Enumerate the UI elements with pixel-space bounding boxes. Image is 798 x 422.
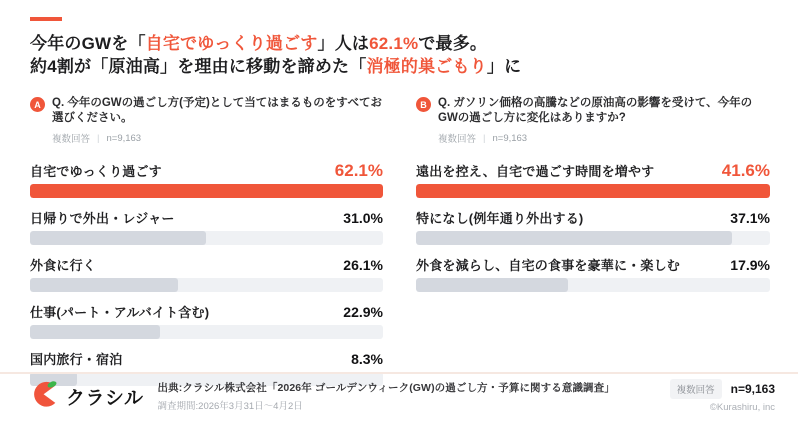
survey-period: 調査期間:2026年3月31日〜4月2日 — [157, 401, 303, 412]
bar-label: 遠出を控え、自宅で過ごす時間を増やす — [416, 164, 655, 179]
bar-row-head — [30, 162, 383, 180]
bar-fill — [416, 184, 770, 198]
title-text: 」に — [486, 56, 522, 76]
bar-row-head — [30, 210, 383, 227]
bar-row-head — [30, 351, 383, 368]
note-sample-size: n=9,163 — [106, 132, 142, 144]
bar-track — [416, 278, 770, 292]
bar-track — [30, 278, 383, 292]
note-sample-size: n=9,163 — [492, 132, 528, 144]
chart-section-a — [30, 96, 383, 398]
bar-row — [416, 210, 770, 245]
bar-row-head — [416, 210, 770, 227]
bar-fill — [30, 325, 160, 339]
multi-answer-badge: 複数回答 — [670, 379, 722, 399]
bar-chart-b — [416, 162, 770, 292]
bar-value: 31.0% — [343, 210, 383, 226]
bar-row-head — [416, 162, 770, 180]
bar-track — [30, 231, 383, 245]
kurashiru-logo-text: クラシル — [66, 387, 144, 409]
question-a — [30, 96, 383, 126]
bar-fill — [30, 278, 178, 292]
title-highlight: 消極的巣ごもり — [366, 56, 487, 76]
question-b — [416, 96, 770, 126]
source-info — [158, 380, 615, 412]
bar-value: 37.1% — [730, 210, 770, 226]
question-a-note — [52, 131, 383, 145]
bar-fill — [416, 231, 732, 245]
title-highlight-value: 62.1% — [369, 34, 419, 53]
bar-row-head — [30, 257, 383, 274]
title-text: で最多。 — [418, 34, 488, 53]
bar-value: 8.3% — [351, 351, 383, 367]
bar-track — [416, 184, 770, 198]
bar-row — [30, 162, 383, 198]
title-line-1 — [30, 33, 770, 56]
footer-right — [670, 379, 775, 413]
kurashiru-logo-icon — [30, 379, 60, 414]
accent-dash — [30, 17, 62, 21]
bar-row — [416, 162, 770, 198]
bar-fill — [416, 278, 568, 292]
question-a-text: Q. 今年のGWの過ごし方(予定)として当てはまるものをすべてお選びください。 — [52, 97, 383, 124]
bar-track — [30, 325, 383, 339]
title-text: 今年のGWを「 — [30, 34, 146, 53]
kurashiru-logo — [30, 379, 144, 414]
copyright: ©Kurashiru, inc — [709, 402, 775, 413]
bar-label: 自宅でゆっくり過ごす — [30, 164, 162, 179]
footer-sample-row — [670, 379, 775, 399]
bar-row-head — [416, 257, 770, 274]
bar-row — [30, 210, 383, 245]
bar-track — [416, 231, 770, 245]
bar-label: 外食に行く — [30, 258, 97, 273]
question-b-text: Q. ガソリン価格の高騰などの原油高の影響を受けて、今年のGWの過ごし方に変化はありますか? — [438, 97, 753, 124]
bar-value: 62.1% — [334, 161, 383, 180]
bar-label: 特になし(例年通り外出する) — [416, 211, 584, 226]
bar-row — [416, 257, 770, 292]
bar-value: 41.6% — [721, 161, 770, 180]
bar-row — [30, 257, 383, 292]
bar-label: 国内旅行・宿泊 — [30, 352, 123, 367]
title-highlight: 自宅でゆっくり過ごす — [145, 34, 318, 53]
bar-label: 仕事(パート・アルバイト含む) — [30, 305, 210, 320]
page-title — [30, 33, 770, 78]
note-separator: | — [483, 132, 486, 144]
charts-container — [30, 96, 770, 398]
bar-value: 22.9% — [343, 304, 383, 320]
bar-row-head — [30, 304, 383, 321]
bar-value: 26.1% — [343, 257, 383, 273]
title-line-2 — [30, 56, 770, 79]
title-text: 約4割が「原油高」を理由に移動を諦めた「 — [30, 56, 367, 76]
note-multi-answer: 複数回答 — [438, 134, 477, 145]
bar-value: 17.9% — [730, 257, 770, 273]
bar-label: 日帰りで外出・レジャー — [30, 211, 175, 226]
bar-fill — [30, 231, 206, 245]
title-text: 」人は — [317, 34, 370, 53]
bar-fill — [30, 184, 383, 198]
note-separator: | — [97, 132, 100, 144]
question-b-badge: B — [416, 97, 431, 112]
question-b-note — [438, 131, 770, 145]
bar-label: 外食を減らし、自宅の食事を豪華に・楽しむ — [416, 258, 681, 273]
bar-track — [30, 184, 383, 198]
sample-size: n=9,163 — [730, 382, 775, 396]
source-line: 出典:クラシル株式会社「2026年 ゴールデンウィーク(GW)の過ごし方・予算に関する意識調査」 — [157, 382, 615, 394]
footer — [0, 372, 798, 422]
chart-section-b — [416, 96, 770, 304]
question-a-badge: A — [30, 97, 45, 112]
bar-chart-a — [30, 162, 383, 386]
note-multi-answer: 複数回答 — [52, 134, 91, 145]
bar-row — [30, 304, 383, 339]
